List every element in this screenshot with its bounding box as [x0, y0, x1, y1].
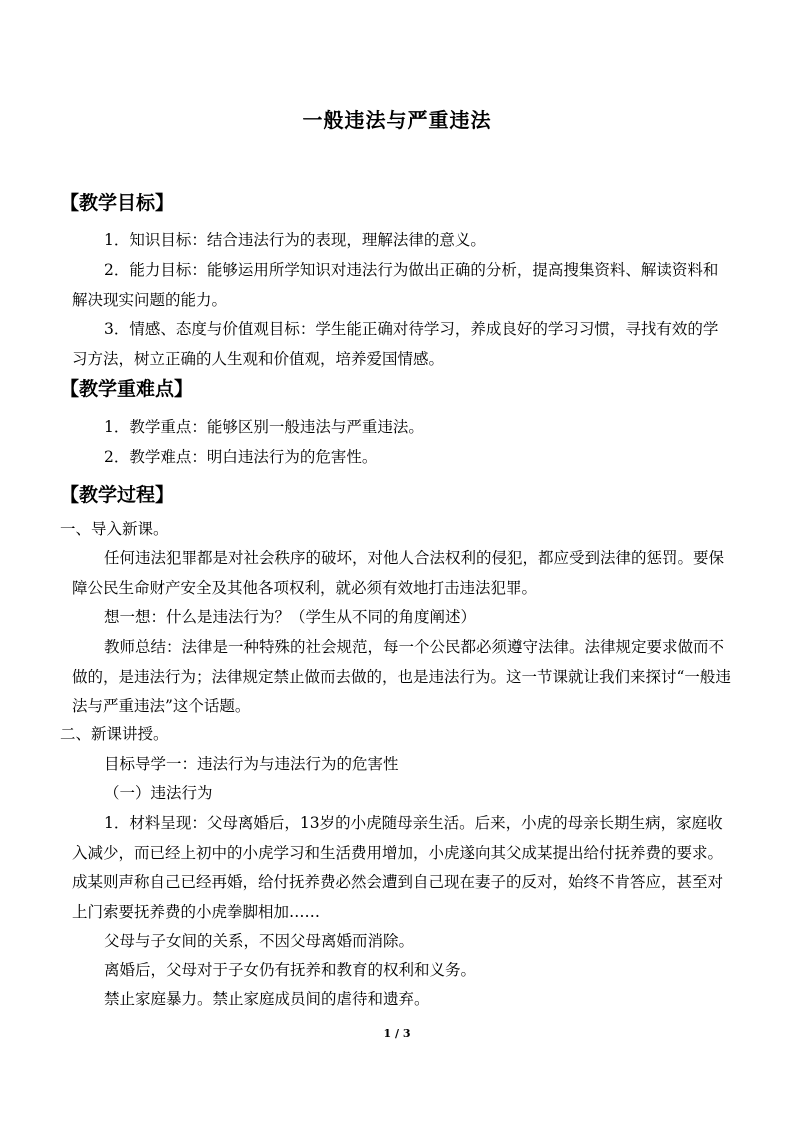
page-number: 1 / 3 [383, 1027, 411, 1040]
process-part1-heading: 一、导入新课。 [60, 520, 169, 538]
document-title: 一般违法与严重违法 [302, 108, 492, 132]
keypoint-item-2: 2．教学难点：明白违法行为的危害性。 [104, 448, 378, 466]
goal-item-1: 1．知识目标：结合违法行为的表现，理解法律的意义。 [104, 231, 486, 249]
goal-item-3: 3．情感、态度与价值观目标：学生能正确对待学习，养成良好的学习习惯，寻找有效的学习方法，树立正确的人生观和价值观，培养爱国情感。 [72, 320, 719, 368]
goal-guide-1: 目标导学一：违法行为与违法行为的危害性 [104, 755, 399, 773]
process-part1-paragraph-2: 想一想：什么是违法行为？（学生从不同的角度阐述） [104, 608, 477, 626]
section-heading-goals: 【教学目标】 [60, 192, 175, 214]
material-paragraph: 1．材料呈现：父母离婚后，13岁的小虎随母亲生活。后来，小虎的母亲长期生病，家庭收入减少，而已经上初中的小虎学习和生活费用增加，小虎遂向其父成某提出给付抚养费的要求。成某则声称自己已经再婚，给付抚养费必然会遭到自己现在妻子的反对，始终不肯答应，甚至对上门索要抚养费的小虎拳脚相加…… [72, 814, 724, 921]
process-part2-heading: 二、新课讲授。 [60, 725, 169, 743]
process-part1-paragraph-3: 教师总结：法律是一种特殊的社会规范，每一个公民都必须遵守法律。法律规定要求做而不做的，是违法行为；法律规定禁止做而去做的，也是违法行为。这一节课就让我们来探讨“一般违法与严重违法”这个话题。 [72, 638, 731, 715]
process-part1-paragraph-1: 任何违法犯罪都是对社会秩序的破坏，对他人合法权利的侵犯，都应受到法律的惩罚。要保障公民生命财产安全及其他各项权利，就必须有效地打击违法犯罪。 [72, 549, 725, 597]
subsection-heading-1: （一）违法行为 [104, 784, 213, 802]
point-1: 父母与子女间的关系，不因父母离婚而消除。 [104, 932, 415, 950]
keypoint-item-1: 1．教学重点：能够区别一般违法与严重违法。 [104, 418, 424, 436]
section-heading-process: 【教学过程】 [60, 484, 175, 506]
point-3: 禁止家庭暴力。禁止家庭成员间的虐待和遗弃。 [104, 990, 430, 1008]
point-2: 离婚后，父母对于子女仍有抚养和教育的权利和义务。 [104, 961, 477, 979]
section-heading-keypoints: 【教学重难点】 [60, 378, 194, 400]
goal-item-2: 2．能力目标：能够运用所学知识对违法行为做出正确的分析，提高搜集资料、解读资料和解决现实问题的能力。 [72, 261, 719, 309]
